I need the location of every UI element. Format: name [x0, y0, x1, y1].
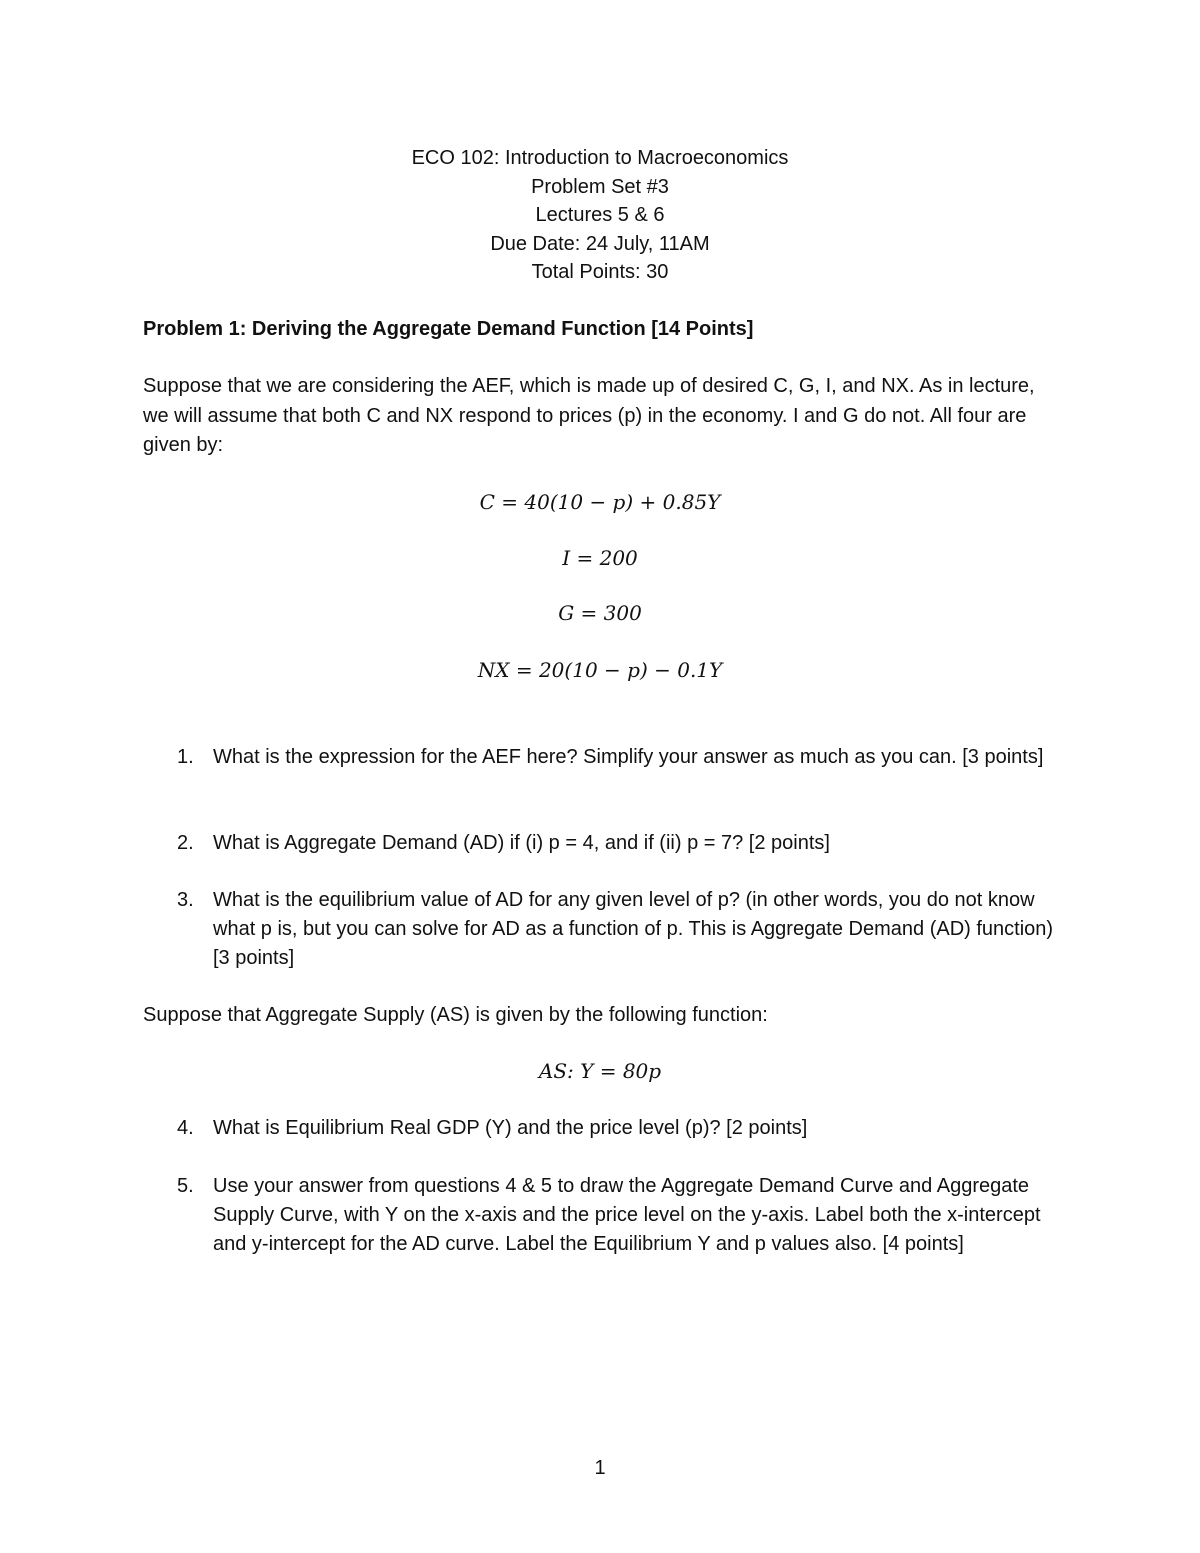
- question-text: What is the equilibrium value of AD for any given level of p? (in other words, you do not know what p is, but you can solve for AD as a function of p. This is Aggregate Demand (AD) function) [3 points]: [213, 889, 1054, 969]
- equation-investment-text: I = 200: [562, 546, 638, 570]
- course-title: ECO 102: Introduction to Macroeconomics: [411, 147, 789, 169]
- question-text: Use your answer from questions 4 & 5 to draw the Aggregate Demand Curve and Aggregate Supply Curve, with Y on the x-axis and the price level on the y-axis. Label both the x-intercept and y-intercept for the AD curve. Label the Equilibrium Y and p values also. [4 points]: [213, 1175, 1041, 1255]
- equation-net-exports-text: NX = 20(10 − p) − 0.1Y: [477, 658, 723, 682]
- equation-net-exports: [0, 658, 1200, 682]
- question-3: [177, 886, 1067, 973]
- page-number: 1: [594, 1457, 606, 1479]
- question-1: [177, 743, 1067, 772]
- problem-set-number: Problem Set #3: [531, 175, 669, 198]
- problem-1-intro: Suppose that we are considering the AEF, which is made up of desired C, G, I, and NX. As in lecture, we will assume that both C and NX respond to prices (p) in the economy. I and G do not. All four are given by:: [143, 375, 1035, 456]
- question-number: 5.: [177, 1175, 194, 1197]
- equation-aggregate-supply: [0, 1059, 1200, 1083]
- question-number: 2.: [177, 832, 194, 854]
- question-text: What is the expression for the AEF here? Simplify your answer as much as you can. [3 points]: [213, 746, 1044, 768]
- document-header: [0, 144, 1200, 287]
- aggregate-supply-intro: Suppose that Aggregate Supply (AS) is given by the following function:: [143, 1004, 768, 1026]
- due-date: Due Date: 24 July, 11AM: [490, 232, 710, 255]
- equation-investment: [0, 546, 1200, 570]
- equation-government-text: G = 300: [558, 601, 642, 625]
- problem-1-title: Problem 1: Deriving the Aggregate Demand Function [14 Points]: [143, 318, 754, 340]
- question-number: 4.: [177, 1117, 194, 1139]
- question-4: [177, 1114, 1067, 1143]
- equation-government: [0, 601, 1200, 625]
- question-2: [177, 829, 1067, 858]
- question-number: 3.: [177, 889, 194, 911]
- equation-aggregate-supply-text: AS: Y = 80p: [538, 1059, 662, 1083]
- equation-consumption-text: C = 40(10 − p) + 0.85Y: [479, 490, 721, 514]
- question-number: 1.: [177, 746, 194, 768]
- total-points: Total Points: 30: [531, 261, 669, 283]
- equation-consumption: [0, 490, 1200, 514]
- lectures-line: Lectures 5 & 6: [535, 204, 665, 226]
- question-text: What is Aggregate Demand (AD) if (i) p = 4, and if (ii) p = 7? [2 points]: [213, 832, 830, 854]
- question-text: What is Equilibrium Real GDP (Y) and the price level (p)? [2 points]: [213, 1117, 808, 1139]
- question-5: [177, 1172, 1067, 1259]
